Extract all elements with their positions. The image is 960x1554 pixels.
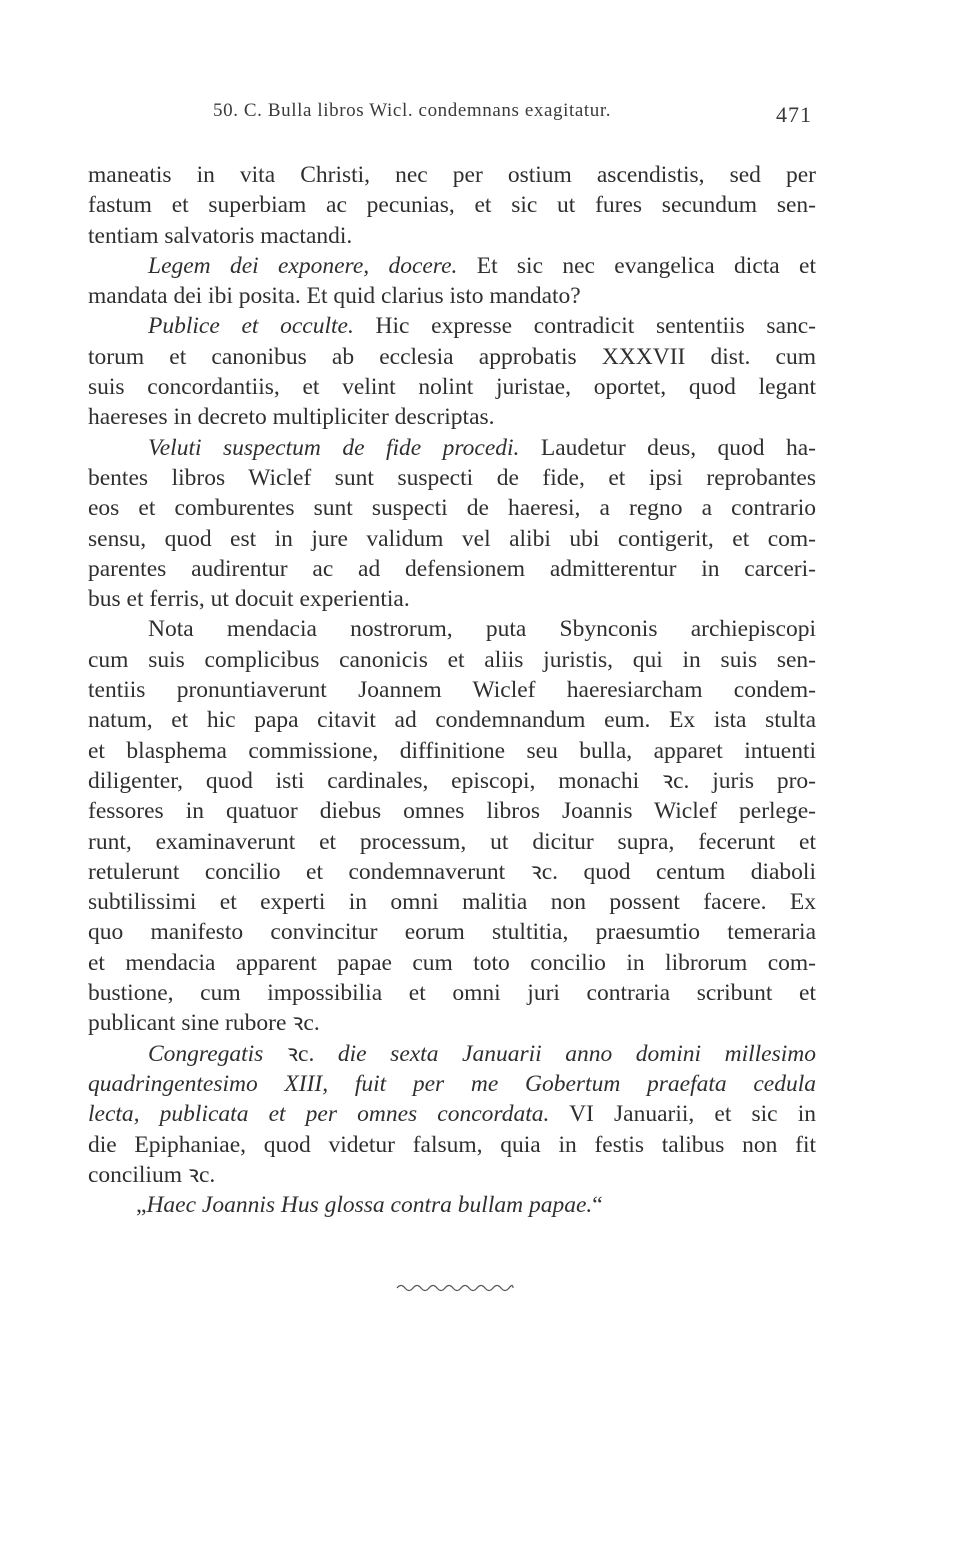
- text-line: [88, 433, 816, 463]
- text-segment: quo manifesto convincitur eorum stultitia, praesumtio temeraria: [88, 919, 816, 946]
- text-segment: retulerunt concilio et condemnaverunt ꝛc. quod centum diaboli: [88, 858, 816, 885]
- text-segment: natum, et hic papa citavit ad condemnandum eum. Ex ista stulta: [88, 707, 816, 734]
- end-ornament-divider: [395, 1282, 515, 1294]
- text-segment: parentes audirentur ac ad defensionem admitterentur in carceri-: [88, 555, 816, 582]
- text-line: [88, 1039, 816, 1069]
- text-line: [88, 887, 816, 917]
- text-segment: Hic expresse contradicit sententiis sanc-: [353, 313, 817, 340]
- text-line: [88, 524, 816, 554]
- text-line: [88, 554, 816, 584]
- text-line: [88, 493, 816, 523]
- text-line: [88, 1069, 816, 1099]
- italic-text: quadringentesimo XIII, fuit per me Gobertum praefata cedula: [88, 1070, 816, 1097]
- text-segment: cum suis complicibus canonicis et aliis juristis, qui in suis sen-: [88, 646, 816, 673]
- text-line: [88, 614, 816, 644]
- text-segment: concilium ꝛc.: [88, 1161, 216, 1188]
- text-segment: runt, examinaverunt et processum, ut dicitur supra, fecerunt et: [88, 828, 816, 855]
- header-title: 50. C. Bulla libros Wicl. condemnans exagitatur.: [213, 100, 612, 121]
- text-segment: VI Januarii, et sic in: [549, 1101, 817, 1128]
- text-line: [88, 402, 816, 432]
- text-segment: sensu, quod est in jure validum vel alibi ubi contigerit, et com-: [88, 525, 816, 552]
- text-segment: diligenter, quod isti cardinales, episcopi, monachi ꝛc. juris pro-: [88, 767, 816, 794]
- text-segment: suis concordantiis, et velint nolint juristae, oportet, quod legant: [88, 374, 816, 401]
- text-line: [88, 372, 816, 402]
- text-segment: et mendacia apparent papae cum toto concilio in librorum com-: [88, 949, 816, 976]
- italic-text: die sexta Januarii anno domini millesimo: [314, 1040, 816, 1067]
- text-line: [88, 705, 816, 735]
- text-segment: torum et canonibus ab ecclesia approbatis XXXVII dist. cum: [88, 343, 816, 370]
- text-line: [88, 251, 816, 281]
- page-number: 471: [776, 102, 812, 127]
- text-line: [88, 796, 816, 826]
- text-segment: Laudetur deus, quod ha-: [519, 434, 816, 461]
- text-line: [88, 1160, 816, 1190]
- text-line: [88, 1008, 816, 1038]
- italic-text: Haec Joannis Hus glossa contra bullam papae.: [146, 1192, 593, 1219]
- text-segment: tentiis pronuntiaverunt Joannem Wiclef haeresiarcham condem-: [88, 677, 816, 704]
- text-line: [88, 1130, 816, 1160]
- text-line: [88, 160, 816, 190]
- running-header: [88, 94, 818, 134]
- text-segment: fastum et superbiam ac pecunias, et sic ut fures secundum sen-: [88, 192, 816, 219]
- text-line: [88, 766, 816, 796]
- text-line: [88, 948, 816, 978]
- text-line: [88, 463, 816, 493]
- text-segment: bus et ferris, ut docuit experientia.: [88, 586, 410, 613]
- italic-text: Publice et occulte.: [148, 313, 354, 340]
- text-segment: subtilissimi et experti in omni malitia non possent facere. Ex: [88, 889, 816, 916]
- text-segment: maneatis in vita Christi, nec per ostium ascendistis, sed per: [88, 162, 816, 188]
- text-line: [88, 342, 816, 372]
- text-segment: tentiam salvatoris mactandi.: [88, 222, 353, 249]
- text-line: [88, 190, 816, 220]
- italic-text: Veluti suspectum de fide procedi.: [148, 434, 520, 461]
- text-segment: “: [592, 1192, 603, 1219]
- text-line: [88, 1099, 816, 1129]
- text-segment: fessores in quatuor diebus omnes libros Joannis Wiclef perlege-: [88, 798, 816, 825]
- text-line: [88, 281, 816, 311]
- text-segment: eos et comburentes sunt suspecti de haeresi, a regno a contrario: [88, 495, 816, 522]
- text-segment: Et sic nec evangelica dicta et: [457, 252, 816, 279]
- text-line: [88, 645, 816, 675]
- text-line: [88, 675, 816, 705]
- text-segment: die Epiphaniae, quod videtur falsum, quia in festis talibus non fit: [88, 1131, 816, 1158]
- body-text: [88, 160, 816, 1220]
- italic-text: Congregatis: [148, 1040, 287, 1067]
- text-segment: et blasphema commissione, diffinitione seu bulla, apparet intuenti: [88, 737, 816, 764]
- italic-text: lecta, publicata et per omnes concordata.: [88, 1101, 550, 1128]
- text-line: [88, 917, 816, 947]
- text-segment: haereses in decreto multipliciter descriptas.: [88, 404, 495, 431]
- text-line: [88, 827, 816, 857]
- text-line: [88, 857, 816, 887]
- text-line: [88, 978, 816, 1008]
- text-line: [88, 584, 816, 614]
- text-segment: „: [136, 1192, 147, 1219]
- text-line: [88, 736, 816, 766]
- italic-text: Legem dei exponere, docere.: [148, 252, 458, 279]
- text-segment: mandata dei ibi posita. Et quid clarius isto mandato?: [88, 283, 581, 310]
- text-segment: ꝛc.: [286, 1040, 315, 1067]
- text-segment: Nota mendacia nostrorum, puta Sbynconis archiepiscopi: [148, 616, 816, 643]
- text-line: [88, 221, 816, 251]
- text-segment: bentes libros Wiclef sunt suspecti de fide, et ipsi reprobantes: [88, 464, 816, 491]
- text-segment: bustione, cum impossibilia et omni juri contraria scribunt et: [88, 980, 816, 1007]
- text-segment: publicant sine rubore ꝛc.: [88, 1010, 320, 1037]
- text-line: [88, 311, 816, 341]
- text-line: [88, 1190, 816, 1220]
